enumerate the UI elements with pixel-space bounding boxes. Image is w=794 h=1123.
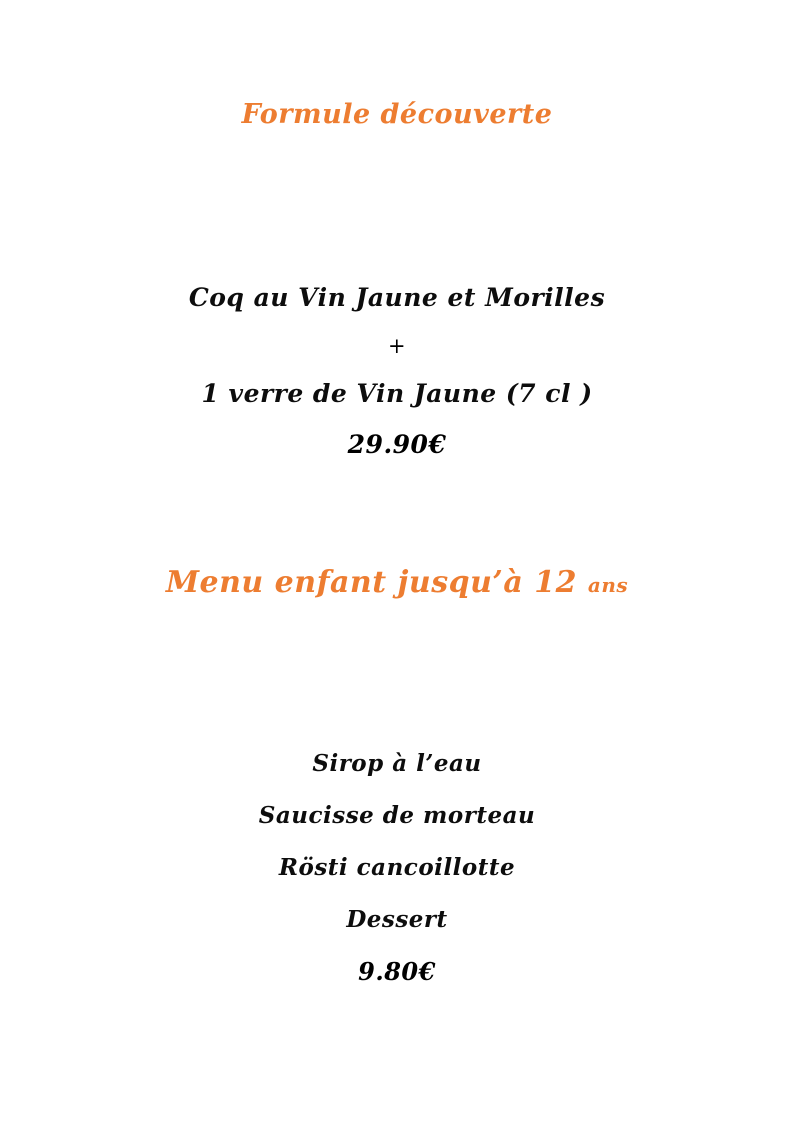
menu-item-line: Coq au Vin Jaune et Morilles <box>188 283 606 312</box>
section-heading-menu-enfant <box>0 563 794 605</box>
menu-item-line: 1 verre de Vin Jaune (7 cl ) <box>201 379 593 408</box>
menu-item-line: Dessert <box>346 906 448 933</box>
menu-enfant-heading-suffix: ans <box>587 573 629 597</box>
menu-item-line: Saucisse de morteau <box>258 802 536 829</box>
menu-enfant-block <box>0 738 794 998</box>
plus-separator: + <box>387 334 407 358</box>
formule-decouverte-price: 29.90€ <box>347 430 447 459</box>
menu-enfant-price: 9.80€ <box>358 957 436 986</box>
section-heading-formule-decouverte: Formule découverte <box>241 99 553 130</box>
formule-decouverte-block <box>0 272 794 470</box>
menu-item-line: Sirop à l’eau <box>312 750 482 777</box>
menu-item-line: Rösti cancoillotte <box>278 854 516 881</box>
menu-enfant-heading-main: Menu enfant jusqu’à 12 <box>165 565 577 600</box>
